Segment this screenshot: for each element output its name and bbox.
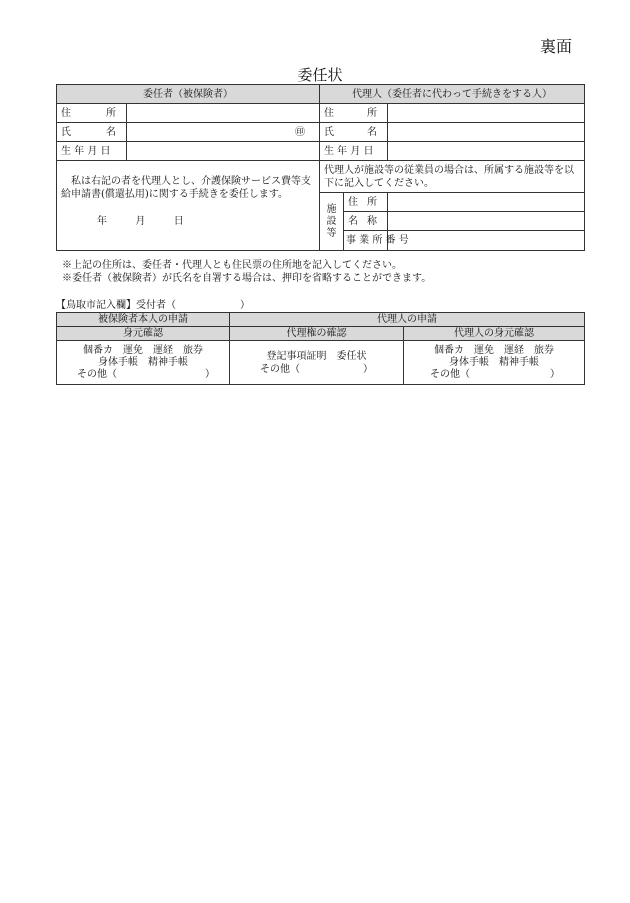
note-signature: ※委任者（被保険者）が氏名を自署する場合は、押印を省略することができます。 — [62, 273, 432, 284]
self-id-docs — [57, 341, 230, 385]
agent-application-header: 代理人の申請 — [230, 313, 585, 327]
authority-docs — [230, 341, 404, 385]
date-year: 年 — [97, 216, 107, 227]
facility-address-field[interactable] — [388, 193, 585, 212]
agent-name-label: 氏 名 — [320, 123, 388, 142]
mandator-address-field[interactable] — [127, 104, 320, 123]
facility-number-field[interactable] — [388, 231, 585, 251]
authority-other[interactable]: その他（ ） — [260, 363, 373, 375]
identity-check-header: 身元確認 — [57, 327, 230, 341]
agent-id-docs — [404, 341, 585, 385]
mandator-statement: 私は右記の者を代理人とし、介護保険サービス費等支給申請書(償還払用)に関する手続きを委任します。 — [61, 176, 311, 200]
facility-name-field[interactable] — [388, 212, 585, 231]
page-title: 委任状 — [297, 66, 343, 84]
proxy-form-table — [56, 84, 585, 251]
authority-docs-line1[interactable]: 登記事項証明 委任状 — [266, 350, 367, 362]
self-id-other[interactable]: その他（ ） — [77, 368, 215, 380]
agent-address-label: 住 所 — [320, 104, 388, 123]
note-address: ※上記の住所は、委任者・代理人とも住民票の住所地を記入してください。 — [62, 260, 402, 271]
mandator-header: 委任者（被保険者） — [57, 85, 320, 104]
mandator-name-label: 氏 名 — [57, 123, 127, 142]
date-month: 月 — [135, 216, 146, 227]
agent-identity-check-header: 代理人の身元確認 — [404, 327, 585, 341]
facility-note: 代理人が施設等の従業員の場合は、所属する施設等を以下に記入してください。 — [320, 161, 585, 193]
self-application-header: 被保険者本人の申請 — [57, 313, 230, 327]
mandator-birth-label: 生 年 月 日 — [57, 142, 127, 161]
agent-id-docs-line1[interactable]: 個番カ 運免 運経 旅券 — [434, 344, 554, 356]
city-use-table — [56, 312, 585, 385]
statement-date — [61, 215, 315, 228]
facility-name-label: 名 称 — [344, 212, 388, 231]
agent-birth-field[interactable] — [388, 142, 585, 161]
mandator-name-field[interactable] — [127, 123, 320, 142]
notes — [62, 259, 431, 285]
agent-address-field[interactable] — [388, 104, 585, 123]
city-section-label: 【鳥取市記入欄】受付者（ ） — [56, 300, 250, 311]
agent-name-field[interactable] — [388, 123, 585, 142]
self-id-docs-line1[interactable]: 個番カ 運免 運経 旅券 — [83, 344, 203, 356]
side-label: 裏面 — [540, 37, 573, 56]
authority-check-header: 代理権の確認 — [230, 327, 404, 341]
self-id-docs-line2[interactable]: 身体手帳 精神手帳 — [98, 356, 188, 368]
facility-number-label: 事 業 所 番 号 — [344, 231, 388, 251]
seal-mark: ㊞ — [295, 126, 305, 138]
agent-birth-label: 生 年 月 日 — [320, 142, 388, 161]
mandator-birth-field[interactable] — [127, 142, 320, 161]
mandator-statement-cell — [57, 161, 320, 251]
date-day: 日 — [173, 216, 184, 227]
mandator-address-label: 住 所 — [57, 104, 127, 123]
facility-vertical-label: 施 設 等 — [320, 193, 344, 251]
agent-header: 代理人（委任者に代わって手続きをする人） — [320, 85, 585, 104]
agent-id-other[interactable]: その他（ ） — [430, 368, 560, 380]
facility-address-label: 住 所 — [344, 193, 388, 212]
agent-id-docs-line2[interactable]: 身体手帳 精神手帳 — [449, 356, 539, 368]
